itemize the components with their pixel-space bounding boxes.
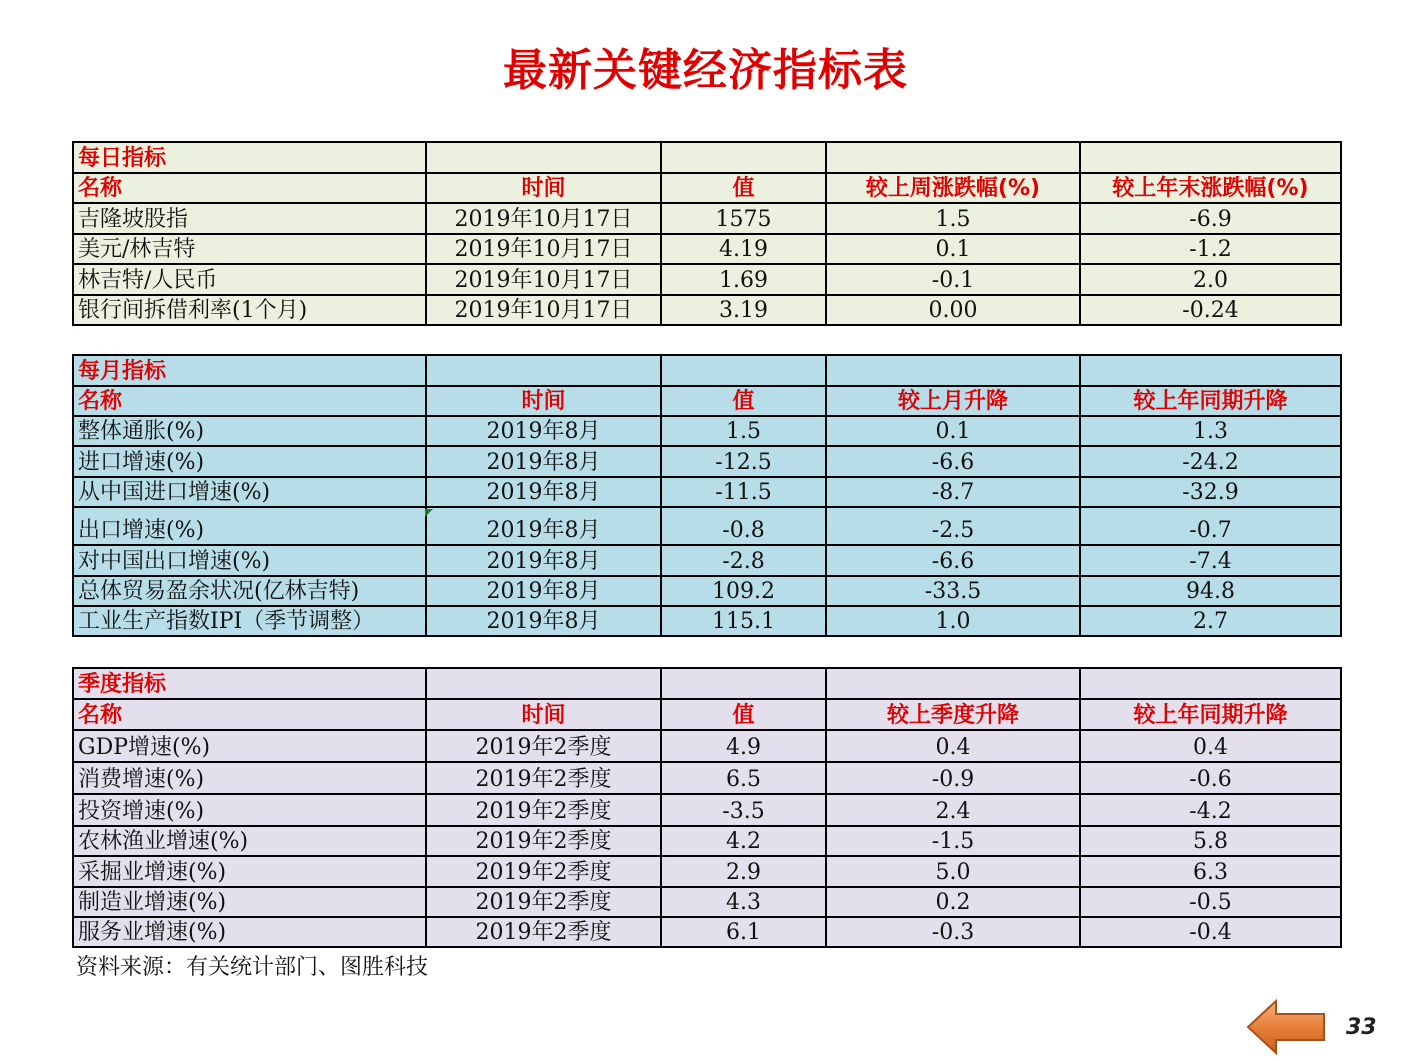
indicator-value: 4.2 <box>661 826 826 856</box>
indicator-change-1: -0.9 <box>826 762 1080 794</box>
indicator-change-1: 0.1 <box>826 234 1080 264</box>
indicator-change-2: 6.3 <box>1080 856 1341 887</box>
indicator-change-2: 5.8 <box>1080 826 1341 856</box>
indicator-value: -3.5 <box>661 794 826 826</box>
table-row <box>73 545 1341 576</box>
indicator-change-2: -32.9 <box>1080 477 1341 507</box>
indicator-change-1: -1.5 <box>826 826 1080 856</box>
left-arrow-icon <box>1246 998 1328 1056</box>
indicator-change-1: 0.1 <box>826 416 1080 446</box>
indicator-change-2: -7.4 <box>1080 545 1341 576</box>
page-title: 最新关键经济指标表 <box>503 45 908 96</box>
table-row <box>73 416 1341 446</box>
indicator-value: 1.5 <box>661 416 826 446</box>
indicator-value: 3.19 <box>661 295 826 325</box>
indicator-time: 2019年2季度 <box>426 887 661 917</box>
table-row <box>73 762 1341 794</box>
indicator-time: 2019年8月 <box>426 606 661 636</box>
cell-comment-indicator <box>425 509 433 517</box>
indicator-time: 2019年2季度 <box>426 917 661 947</box>
section-label-row <box>73 142 1341 173</box>
indicator-change-2: -0.4 <box>1080 917 1341 947</box>
column-header-change-1: 较上季度升降 <box>826 699 1080 730</box>
table-row <box>73 887 1341 917</box>
indicator-time: 2019年8月 <box>426 576 661 606</box>
indicator-time: 2019年2季度 <box>426 856 661 887</box>
column-header-change-2: 较上年同期升降 <box>1080 386 1341 416</box>
empty-cell <box>826 355 1080 386</box>
table-row <box>73 826 1341 856</box>
indicator-time: 2019年10月17日 <box>426 295 661 325</box>
column-header-value: 值 <box>661 173 826 203</box>
indicator-value: -12.5 <box>661 446 826 477</box>
indicator-time: 2019年8月 <box>426 507 661 545</box>
section-label-row <box>73 355 1341 386</box>
column-header-value: 值 <box>661 386 826 416</box>
indicator-name: GDP增速(%) <box>73 730 426 762</box>
indicator-name: 采掘业增速(%) <box>73 856 426 887</box>
empty-cell <box>826 142 1080 173</box>
indicator-change-2: 1.3 <box>1080 416 1341 446</box>
indicator-change-1: -6.6 <box>826 446 1080 477</box>
indicator-name: 消费增速(%) <box>73 762 426 794</box>
column-header-name: 名称 <box>73 699 426 730</box>
indicator-change-1: 0.2 <box>826 887 1080 917</box>
table-row <box>73 606 1341 636</box>
indicator-value: 4.9 <box>661 730 826 762</box>
indicator-time: 2019年10月17日 <box>426 203 661 234</box>
indicator-name: 投资增速(%) <box>73 794 426 826</box>
empty-cell <box>1080 355 1341 386</box>
indicator-change-2: -4.2 <box>1080 794 1341 826</box>
indicator-time: 2019年8月 <box>426 545 661 576</box>
indicator-change-2: -24.2 <box>1080 446 1341 477</box>
empty-cell <box>661 142 826 173</box>
indicator-name: 总体贸易盈余状况(亿林吉特) <box>73 576 426 606</box>
indicator-time: 2019年8月 <box>426 416 661 446</box>
table-row <box>73 264 1341 295</box>
indicator-time: 2019年2季度 <box>426 794 661 826</box>
table-row <box>73 856 1341 887</box>
indicator-value: 6.1 <box>661 917 826 947</box>
table-row <box>73 576 1341 606</box>
quarterly-indicators-table <box>72 667 1342 948</box>
indicator-time: 2019年8月 <box>426 477 661 507</box>
table-row <box>73 794 1341 826</box>
indicator-change-2: -0.5 <box>1080 887 1341 917</box>
table-row <box>73 917 1341 947</box>
indicator-change-1: -33.5 <box>826 576 1080 606</box>
indicator-change-1: 1.0 <box>826 606 1080 636</box>
indicator-time: 2019年2季度 <box>426 826 661 856</box>
header-row <box>73 699 1341 730</box>
empty-cell <box>426 668 661 699</box>
indicator-time: 2019年8月 <box>426 446 661 477</box>
indicator-change-2: 2.7 <box>1080 606 1341 636</box>
indicator-name: 林吉特/人民币 <box>73 264 426 295</box>
indicator-value: 4.19 <box>661 234 826 264</box>
indicator-value: -11.5 <box>661 477 826 507</box>
table-row <box>73 295 1341 325</box>
empty-cell <box>661 355 826 386</box>
empty-cell <box>1080 668 1341 699</box>
indicator-value: 1.69 <box>661 264 826 295</box>
indicator-name: 吉隆坡股指 <box>73 203 426 234</box>
page-number: 33 <box>1346 1015 1377 1040</box>
empty-cell <box>1080 142 1341 173</box>
indicator-change-1: 2.4 <box>826 794 1080 826</box>
column-header-value: 值 <box>661 699 826 730</box>
indicator-change-2: 94.8 <box>1080 576 1341 606</box>
indicator-change-1: -0.3 <box>826 917 1080 947</box>
column-header-time: 时间 <box>426 173 661 203</box>
source-note: 资料来源：有关统计部门、图胜科技 <box>76 955 429 980</box>
daily-indicators-table <box>72 141 1342 326</box>
indicator-name: 出口增速(%) <box>73 507 426 545</box>
indicator-name: 工业生产指数IPI（季节调整） <box>73 606 426 636</box>
indicator-value: 115.1 <box>661 606 826 636</box>
indicator-name: 对中国出口增速(%) <box>73 545 426 576</box>
column-header-change-1: 较上周涨跌幅(%) <box>826 173 1080 203</box>
indicator-change-2: 0.4 <box>1080 730 1341 762</box>
indicator-time: 2019年10月17日 <box>426 264 661 295</box>
empty-cell <box>826 668 1080 699</box>
indicator-change-2: 2.0 <box>1080 264 1341 295</box>
indicator-change-2: -1.2 <box>1080 234 1341 264</box>
table-row <box>73 203 1341 234</box>
empty-cell <box>661 668 826 699</box>
indicator-value: -0.8 <box>661 507 826 545</box>
table-row <box>73 507 1341 545</box>
indicator-change-1: -8.7 <box>826 477 1080 507</box>
column-header-time: 时间 <box>426 386 661 416</box>
column-header-name: 名称 <box>73 386 426 416</box>
indicator-time: 2019年10月17日 <box>426 234 661 264</box>
table-row <box>73 730 1341 762</box>
indicator-change-1: -2.5 <box>826 507 1080 545</box>
column-header-name: 名称 <box>73 173 426 203</box>
indicator-change-1: -6.6 <box>826 545 1080 576</box>
table-row <box>73 477 1341 507</box>
indicator-name: 进口增速(%) <box>73 446 426 477</box>
section-label: 每月指标 <box>73 355 426 386</box>
indicator-change-2: -6.9 <box>1080 203 1341 234</box>
indicator-change-2: -0.6 <box>1080 762 1341 794</box>
section-label: 每日指标 <box>73 142 426 173</box>
indicator-value: 6.5 <box>661 762 826 794</box>
section-label-row <box>73 668 1341 699</box>
indicator-change-2: -0.24 <box>1080 295 1341 325</box>
column-header-change-2: 较上年末涨跌幅(%) <box>1080 173 1341 203</box>
table-row <box>73 234 1341 264</box>
indicator-name: 从中国进口增速(%) <box>73 477 426 507</box>
indicator-name: 农林渔业增速(%) <box>73 826 426 856</box>
indicator-change-1: 0.4 <box>826 730 1080 762</box>
indicator-time: 2019年2季度 <box>426 730 661 762</box>
header-row <box>73 386 1341 416</box>
indicator-change-1: 0.00 <box>826 295 1080 325</box>
back-button[interactable] <box>1246 998 1328 1056</box>
indicator-value: -2.8 <box>661 545 826 576</box>
indicator-name: 服务业增速(%) <box>73 917 426 947</box>
empty-cell <box>426 355 661 386</box>
empty-cell <box>426 142 661 173</box>
section-label: 季度指标 <box>73 668 426 699</box>
indicator-change-1: -0.1 <box>826 264 1080 295</box>
indicator-value: 1575 <box>661 203 826 234</box>
monthly-indicators-table <box>72 354 1342 637</box>
indicator-name: 美元/林吉特 <box>73 234 426 264</box>
indicator-value: 2.9 <box>661 856 826 887</box>
indicator-name: 银行间拆借利率(1个月) <box>73 295 426 325</box>
indicator-change-1: 5.0 <box>826 856 1080 887</box>
indicator-value: 4.3 <box>661 887 826 917</box>
indicator-name: 整体通胀(%) <box>73 416 426 446</box>
indicator-change-2: -0.7 <box>1080 507 1341 545</box>
indicator-value: 109.2 <box>661 576 826 606</box>
indicator-time: 2019年2季度 <box>426 762 661 794</box>
indicator-name: 制造业增速(%) <box>73 887 426 917</box>
header-row <box>73 173 1341 203</box>
column-header-time: 时间 <box>426 699 661 730</box>
table-row <box>73 446 1341 477</box>
indicator-change-1: 1.5 <box>826 203 1080 234</box>
column-header-change-1: 较上月升降 <box>826 386 1080 416</box>
column-header-change-2: 较上年同期升降 <box>1080 699 1341 730</box>
